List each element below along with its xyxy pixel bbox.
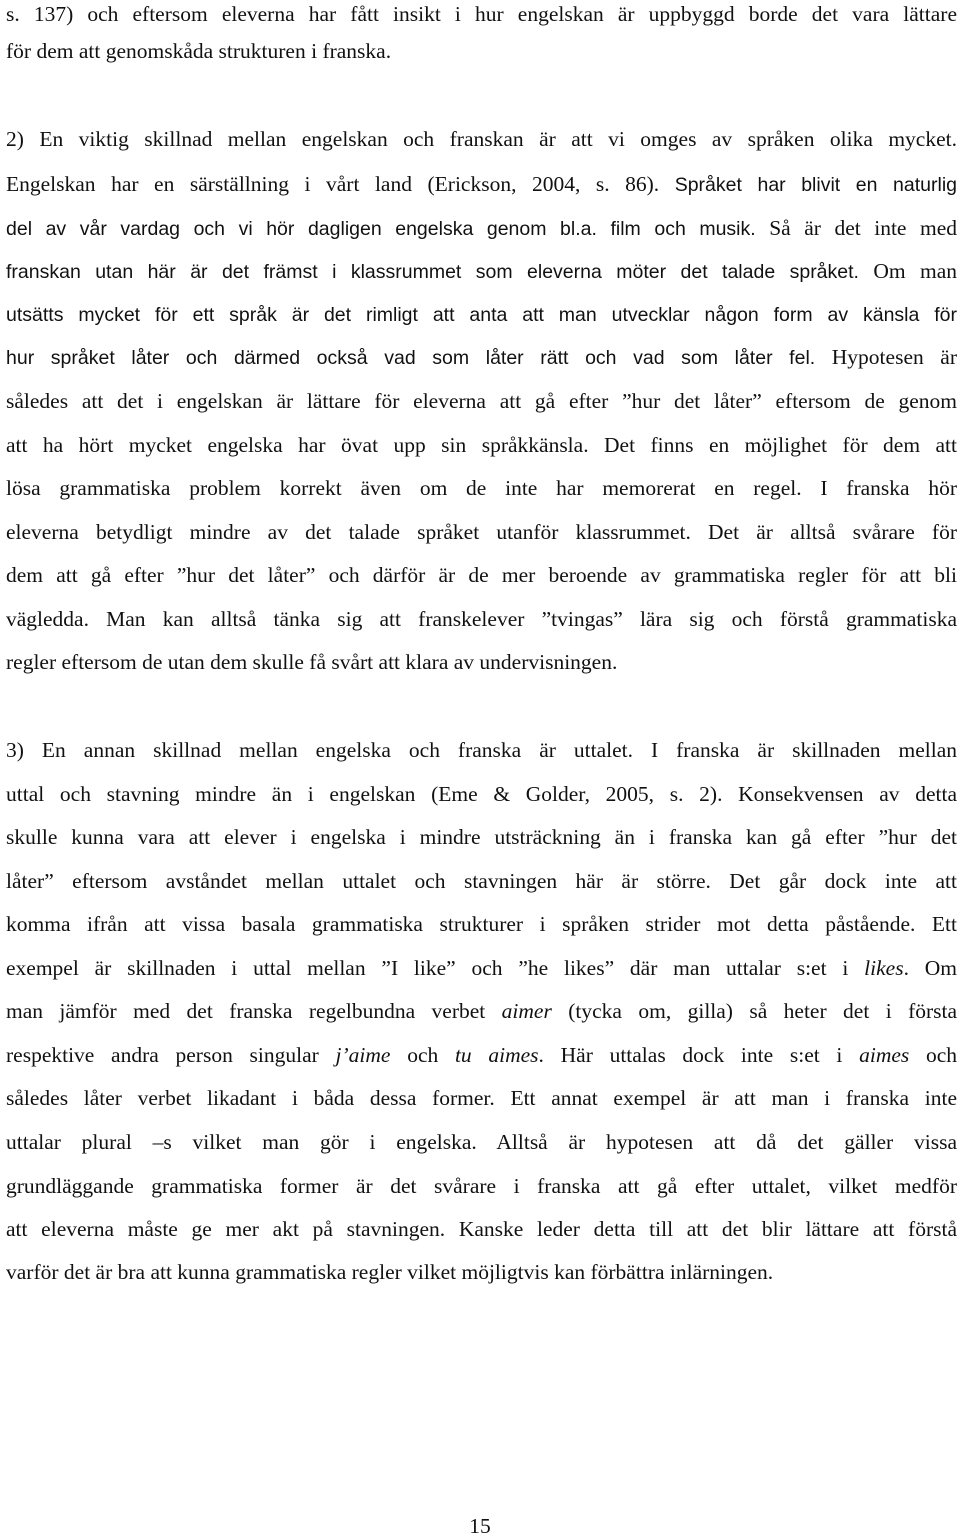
text-line: 2) En viktig skillnad mellan engelskan och franskan är att vi omges av språken olika mycket. — [6, 127, 957, 151]
text-line: att eleverna måste ge mer akt på stavningen. Kanske leder detta till att det blir lättare att förstå — [6, 1217, 957, 1241]
text-line — [6, 257, 957, 286]
text-segment: Språket har blivit en naturlig — [674, 174, 957, 196]
italic-term: aimer — [501, 999, 552, 1023]
text-line: således låter verbet likadant i båda dessa former. Ett annat exempel är att man i franska inte — [6, 1086, 957, 1110]
text-segment: hur språket låter och därmed också vad som låter rätt och vad som låter fel. — [6, 347, 816, 369]
text-line: för dem att genomskåda strukturen i franska. — [6, 39, 392, 63]
text-segment: Hypotesen är — [831, 345, 958, 369]
text-line: regler eftersom de utan dem skulle få svårt att klara av undervisningen. — [6, 650, 618, 674]
text-segment: och — [926, 1043, 958, 1067]
text-segment: franskan utan här är det främst i klassrummet som eleverna möter det talade språket. — [6, 261, 859, 283]
text-segment: . Om — [903, 956, 958, 980]
text-line — [6, 954, 957, 982]
italic-term: likes — [864, 956, 904, 980]
text-line: vägledda. Man kan alltså tänka sig att franskelever ”tvingas” lära sig och förstå grammatiska — [6, 607, 957, 631]
text-segment: Om man — [873, 259, 958, 283]
text-segment: . Här uttalas dock inte s:et i — [538, 1043, 843, 1067]
italic-term: aimes — [859, 1043, 910, 1067]
italic-term: j’aime — [335, 1043, 391, 1067]
text-segment — [455, 1043, 842, 1067]
text-segment: Så är det inte med — [769, 216, 958, 240]
text-segment: del av vår vardag och vi hör dagligen engelska genom bl.a. film och musik. — [6, 218, 756, 240]
text-segment — [864, 956, 957, 980]
text-line: att ha hört mycket engelska har övat upp sin språkkänsla. Det finns en möjlighet för dem att — [6, 433, 957, 457]
italic-term: tu aimes — [454, 1043, 539, 1067]
text-line: eleverna betydligt mindre av det talade språket utanför klassrummet. Det är alltså svårare för — [6, 520, 957, 544]
text-line — [6, 300, 957, 329]
text-segment: exempel är skillnaden i uttal mellan ”I like” och ”he likes” där man uttalar s:et i — [6, 956, 849, 980]
text-line: lösa grammatiska problem korrekt även om de inte har memorerat en regel. I franska hör — [6, 476, 957, 500]
text-line — [6, 170, 957, 199]
text-line: således att det i engelskan är lättare för eleverna att gå efter ”hur det låter” eftersom de genom — [6, 389, 957, 413]
text-line: s. 137) och eftersom eleverna har fått insikt i hur engelskan är uppbyggd borde det vara lättare — [6, 2, 957, 26]
text-line — [6, 214, 957, 243]
text-segment: man jämför med det franska regelbundna verbet — [6, 999, 486, 1023]
text-segment: utsätts mycket för ett språk är det rimligt att anta att man utvecklar någon form av känsla för — [6, 304, 957, 326]
text-segment: respektive andra person singular — [6, 1043, 319, 1067]
text-line: uttal och stavning mindre än i engelskan (Eme & Golder, 2005, s. 2). Konsekvensen av detta — [6, 782, 957, 806]
text-line: dem att gå efter ”hur det låter” och därför är de mer beroende av grammatiska regler för att bli — [6, 563, 957, 587]
text-segment: Engelskan har en särställning i vårt land (Erickson, 2004, s. 86). — [6, 172, 660, 196]
text-line: låter” eftersom avståndet mellan uttalet och stavningen här är större. Det går dock inte att — [6, 869, 957, 893]
text-line: 3) En annan skillnad mellan engelska och franska är uttalet. I franska är skillnaden mellan — [6, 738, 957, 762]
text-line — [6, 1041, 957, 1069]
text-line: uttalar plural –s vilket man gör i engelska. Alltså är hypotesen att då det gäller vissa — [6, 1130, 957, 1154]
page-number: 15 — [469, 1514, 491, 1538]
text-segment: (tycka om, gilla) så heter det i första — [568, 999, 958, 1023]
text-line — [6, 997, 957, 1025]
text-line — [6, 343, 957, 372]
text-line: komma ifrån att vissa basala grammatiska strukturer i språken strider mot detta påstående. Ett — [6, 912, 957, 936]
text-segment: och — [407, 1043, 439, 1067]
text-line: skulle kunna vara att elever i engelska i mindre utsträckning än i franska kan gå efter ”hur det — [6, 825, 957, 849]
text-line: grundläggande grammatiska former är det svårare i franska att gå efter uttalet, vilket medför — [6, 1174, 957, 1198]
text-line: varför det är bra att kunna grammatiska regler vilket möjligtvis kan förbättra inlärningen. — [6, 1260, 774, 1284]
